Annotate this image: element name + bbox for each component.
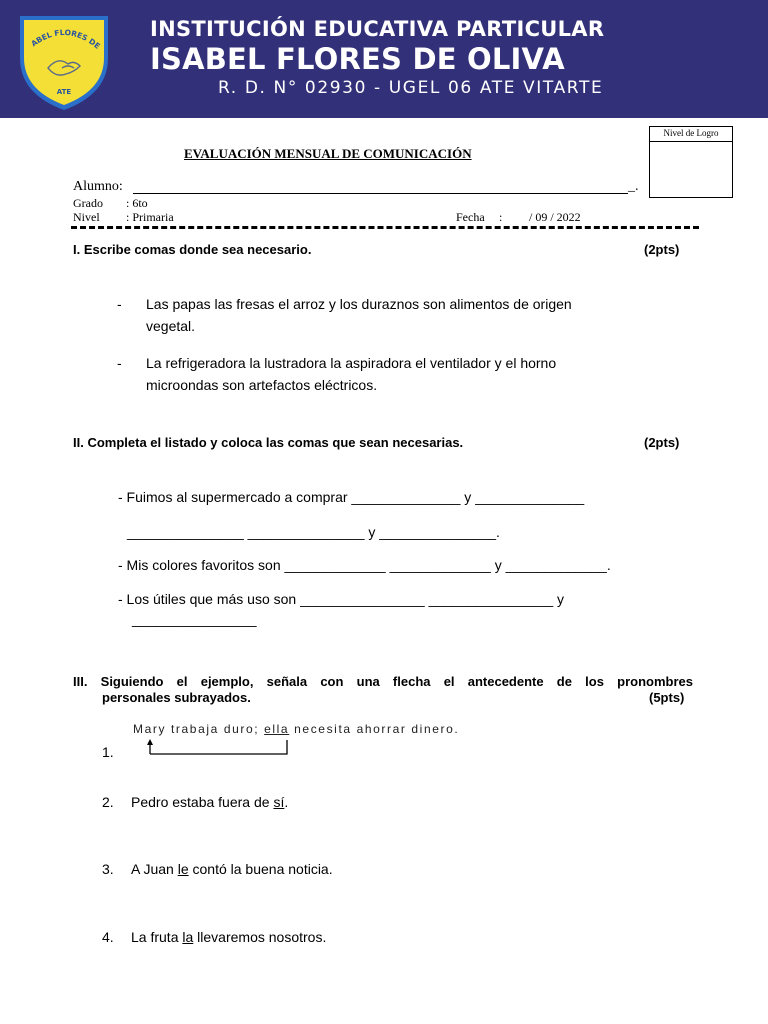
alumno-line-end: _. [628,179,639,194]
example-pronoun: ella [264,722,290,736]
underlined-pronoun: le [177,861,189,877]
list-item-line: vegetal. [146,318,196,334]
school-logo [16,12,112,112]
sentence-text: A Juan [131,861,178,877]
list-item [146,293,666,337]
nivel-logro-label: Nivel de Logro [650,127,732,142]
sentence-text: La fruta [131,929,183,945]
fecha-value: / 09 / 2022 [529,210,581,224]
nivel-logro-box[interactable] [649,126,733,198]
example-text: Mary trabaja duro; [133,722,265,736]
sentence-text: Pedro estaba fuera de [131,794,274,810]
list-item [146,352,666,396]
section-1-points: (2pts) [644,242,680,257]
fill-line[interactable]: - Fuimos al supermercado a comprar ______________ y ______________ [118,489,585,505]
list-item-line: Las papas las fresas el arroz y los duraznos son alimentos de origen [146,296,572,312]
banner-line-3: R. D. N° 02930 - UGEL 06 ATE VITARTE [218,78,604,98]
section-3-heading: III. Siguiendo el ejemplo, señala con una flecha el antecedente de los pronombres [73,674,693,689]
item-number: 3. [102,861,114,877]
fill-line[interactable]: ________________ [132,611,257,627]
fill-line[interactable]: - Los útiles que más uso son ________________ ________________ y [118,591,565,607]
list-item-line: microondas son artefactos eléctricos. [146,377,378,393]
example-sentence [133,722,459,736]
nivel-value: : Primaria [126,210,174,224]
grado-label: Grado [73,196,103,210]
list-item-bullet: - [117,355,122,371]
sentence-text: llevaremos nosotros. [193,929,327,945]
dashed-divider [71,226,699,229]
banner-line-1: INSTITUCIÓN EDUCATIVA PARTICULAR [150,17,605,41]
school-shield-icon [16,12,112,112]
fecha-separator: : [499,210,503,224]
item-number: 1. [102,744,114,760]
section-3-points: (5pts) [649,690,685,705]
section-2-points: (2pts) [644,435,680,450]
header-banner [0,0,768,118]
logo-top-text: ABEL FLORES DE [29,27,102,51]
fecha-label: Fecha [456,210,485,224]
sentence-text: . [284,794,289,810]
underlined-pronoun: la [182,929,194,945]
logo-bottom-text: ATE [56,88,72,96]
section-1-heading: I. Escribe comas donde sea necesario. [73,242,312,257]
grado-value: : 6to [126,196,148,210]
alumno-label: Alumno: [73,179,123,194]
fill-line[interactable]: _______________ _______________ y _______________. [127,524,500,540]
list-item-line: La refrigeradora la lustradora la aspiradora el ventilador y el horno [146,355,557,371]
sentence-text: contó la buena noticia. [188,861,333,877]
section-3-heading-line-2: personales subrayados. [102,690,251,705]
list-item-bullet: - [117,296,122,312]
alumno-field[interactable] [133,193,628,194]
item-number: 2. [102,794,114,810]
pronoun-sentence [131,929,326,945]
page-title: EVALUACIÓN MENSUAL DE COMUNICACIÓN [184,146,472,161]
section-2-heading: II. Completa el listado y coloca las comas que sean necesarias. [73,435,464,450]
item-number: 4. [102,929,114,945]
example-arrow-icon [140,736,295,758]
pronoun-sentence [131,861,333,877]
nivel-label: Nivel [73,210,100,224]
example-text: necesita ahorrar dinero. [289,722,460,736]
banner-line-2: ISABEL FLORES DE OLIVA [150,42,565,76]
underlined-pronoun: sí [273,794,285,810]
pronoun-sentence [131,794,288,810]
fill-line[interactable]: - Mis colores favoritos son _____________ _____________ y _____________. [118,557,611,573]
